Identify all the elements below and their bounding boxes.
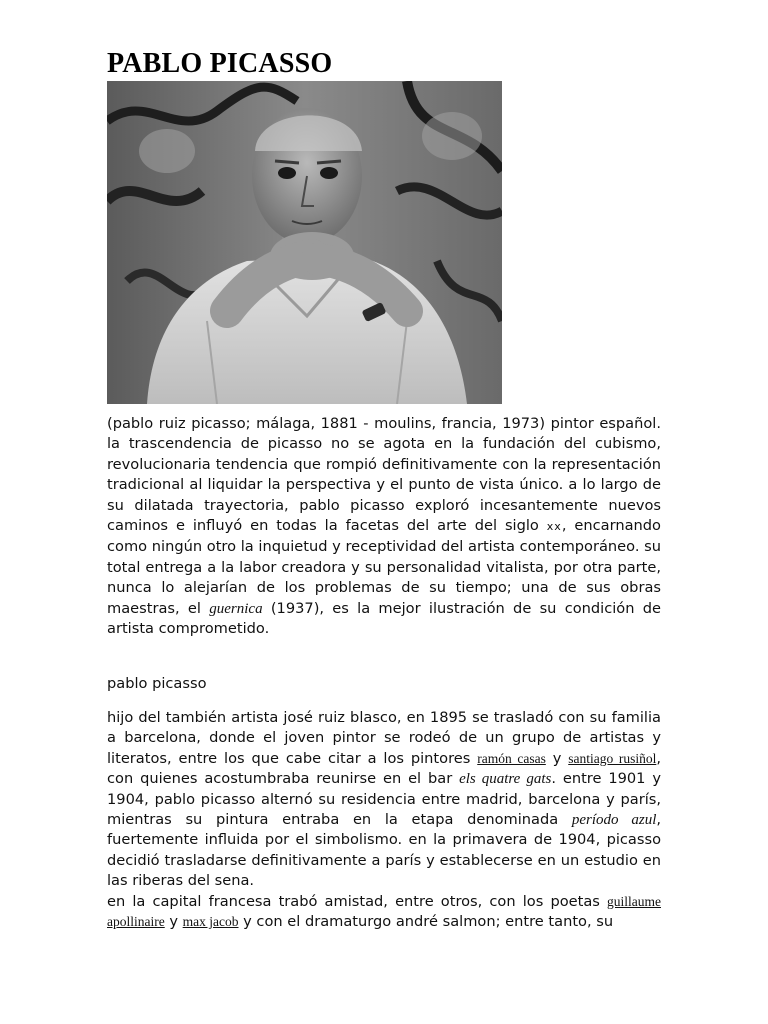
portrait-illustration xyxy=(107,81,502,404)
bio-text-5: , fuertemente influida por el simbolismo. en la primavera de 1904, picasso decidió trasladarse definitivamente a parís y establecerse en un estudio en las riberas del sena. xyxy=(107,811,661,890)
link-ramon-casas[interactable]: ramón casas xyxy=(477,750,546,766)
bio2-text-2: y xyxy=(164,913,183,931)
section-heading: pablo picasso xyxy=(107,675,207,692)
intro-text-2: , encarnando como ningún otro la inquietud y receptividad del artista contemporáneo. su total entrega a la labor creadora y su personalidad vitalista, por otra parte, nunca lo alejarían de los problemas de su tiempo; una de sus obras maestras, el xyxy=(107,517,661,617)
link-guillaume-apollinaire[interactable]: guillaume apollinaire xyxy=(107,893,661,930)
biography-body xyxy=(107,708,661,932)
biography-paragraph-1 xyxy=(107,708,661,892)
bio-text-4: . entre 1901 y 1904, pablo picasso alternó su residencia entre madrid, barcelona y parís, mientras su pintura entraba en la etapa denominada xyxy=(107,770,661,829)
bio-text-2: y xyxy=(545,749,569,767)
link-max-jacob[interactable]: max jacob xyxy=(182,914,239,930)
bio-text-1: hijo del también artista josé ruiz blasco, en 1895 se trasladó con su familia a barcelona, donde el joven pintor se rodeó de un grupo de artistas y literatos, entre los que cabe citar a los pintores xyxy=(107,709,661,767)
portrait-photo xyxy=(107,81,502,404)
intro-text-3: (1937), es la mejor ilustración de su condición de artista comprometido. xyxy=(107,599,662,638)
bio-text-3: , con quienes acostumbraba reunirse en el bar xyxy=(107,749,661,788)
work-title-guernica: guernica xyxy=(209,600,263,617)
page-title: PABLO PICASSO xyxy=(107,48,333,79)
link-santiago-rusinol[interactable]: santiago rusiñol xyxy=(568,750,657,766)
bar-name: els quatre gats xyxy=(459,771,552,788)
biography-paragraph-2 xyxy=(107,892,661,933)
intro-paragraph xyxy=(107,414,661,639)
century-numeral: xx xyxy=(546,520,562,534)
period-name: período azul xyxy=(571,812,657,829)
bio2-text-3: y con el dramaturgo andré salmon; entre tanto, su xyxy=(238,913,614,931)
intro-text-1: (pablo ruiz picasso; málaga, 1881 - moulins, francia, 1973) pintor español. la trascendencia de picasso no se agota en la fundación del cubismo, revolucionaria tendencia que rompió definitivamente con la representación tradicional al liquidar la perspectiva y el punto de vista único. a lo largo de su dilatada trayectoria, pablo picasso exploró incesantemente nuevos caminos e influyó en todas la facetas del arte del siglo xyxy=(107,415,661,535)
bio2-text-1: en la capital francesa trabó amistad, entre otros, con los poetas xyxy=(107,892,607,910)
